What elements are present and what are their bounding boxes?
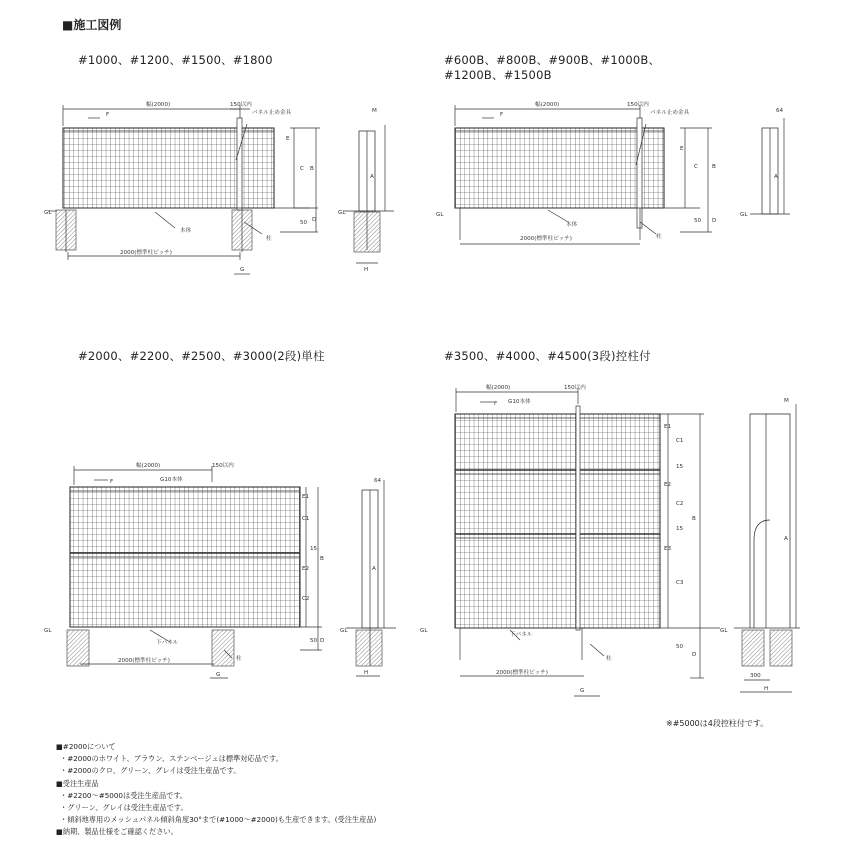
c2-label-3: C2 [302,596,310,602]
f-label-4: F [494,401,498,407]
h-label-1: H [364,267,369,273]
panel-fitting-label-1: パネル止め金具 [252,110,292,116]
gl-label-3: GL [44,628,52,634]
h-label-4: H [764,686,769,692]
page-title: ■施工図例 [62,18,122,32]
e1-label-4: E1 [664,424,672,430]
note-2200-5000: ・#2200～#5000は受注生産品です。 [60,791,188,800]
within150-label-3: 150以内 [212,463,234,469]
section-title-b-fence-line2: #1200B、#1500B [444,68,552,82]
within150-label-4: 150以内 [564,385,586,391]
width-label-3: 幅(2000) [136,463,161,469]
width-label-4: 幅(2000) [486,385,511,391]
diagram-3-tier [455,388,800,696]
f-label-2: F [500,112,504,118]
pitch-label-4: 2000(標準柱ピッチ) [496,670,548,676]
pillar-label-4: 柱 [606,656,612,662]
e1-label-3: E1 [302,494,310,500]
h-label-3: H [364,670,369,676]
d-label-3: D [320,638,325,644]
c1-label-3: C1 [302,516,310,522]
pillar-label-3: 柱 [236,656,242,662]
body-label-1: 本体 [180,228,192,234]
dim50-label-3: 50 [310,638,318,644]
gl-side-label-2: GL [740,212,748,218]
dim64-label-3: 64 [374,478,382,484]
pitch-label-2: 2000(標準柱ピッチ) [520,236,572,242]
lower-panel-label-3: 下パネル [156,640,179,646]
m-label-1: M [372,108,377,114]
note-check-spec: ■納期、製品仕様をご確認ください。 [56,827,178,836]
note-heading-order: ■受注生産品 [56,779,99,788]
dim300-label-4: 300 [750,673,761,679]
c-label-2: C [694,164,698,170]
width-label-2: 幅(2000) [535,102,560,108]
gl-label-4: GL [420,628,428,634]
d-label-2: D [712,218,717,224]
pitch-label-3: 2000(標準柱ピッチ) [118,658,170,664]
pillar-label-1: 柱 [266,236,272,242]
dim64-label-2: 64 [776,108,784,114]
section-title-3-tier: #3500、#4000、#4500(3段)控柱付 [444,349,651,363]
note-2000-order: ・#2000のクロ、グリーン、グレイは受注生産品です。 [60,766,241,775]
dim50-label-1: 50 [300,220,308,226]
b-label-2: B [712,164,716,170]
note-slope-panel: ・傾斜地専用のメッシュパネル傾斜角度30°まで(#1000～#2000)も生産できます。(受注生産品) [60,815,377,824]
b-label-3: B [320,556,324,562]
e3-label-4: E3 [664,546,672,552]
f-label-1: F [106,112,110,118]
dim15-label-3: 15 [310,546,318,552]
section-title-small-fence: #1000、#1200、#1500、#1800 [78,53,273,67]
a-label-2: A [774,174,778,180]
e-label-1: E [286,136,290,142]
g10-body-label-4: G10本体 [508,399,531,405]
within150-label-2: 150以内 [627,102,649,108]
footnote-5000: ※#5000は4段控柱付です。 [666,719,769,728]
note-heading-2000: ■#2000について [56,742,116,751]
diagram-b-fence [455,105,790,244]
dim50-label-4: 50 [676,644,684,650]
gl-side-label-3: GL [340,628,348,634]
a-label-3: A [372,566,376,572]
gl-side-label-4: GL [720,628,728,634]
e-label-2: E [680,146,684,152]
g-label-1: G [240,267,245,273]
c2-label-4: C2 [676,501,684,507]
body-label-2: 本体 [566,222,578,228]
note-green-gray: ・グリーン、グレイは受注生産品です。 [60,803,188,812]
b-label-4: B [692,516,696,522]
gl-label-2: GL [436,212,444,218]
dim15-label-4a: 15 [676,464,684,470]
g-label-3: G [216,672,221,678]
section-title-b-fence-line1: #600B、#800B、#900B、#1000B、 [444,53,661,67]
pillar-label-2: 柱 [656,234,662,240]
f-label-3: F [110,479,114,485]
b-label-1: B [310,166,314,172]
gl-label-1: GL [44,210,52,216]
section-title-2-tier: #2000、#2200、#2500、#3000(2段)単柱 [78,349,325,363]
dim50-label-2: 50 [694,218,702,224]
a-label-4: A [784,536,788,542]
width-label-1: 幅(2000) [146,102,171,108]
d-label-4: D [692,652,697,658]
within150-label-1: 150以内 [230,102,252,108]
note-2000-standard: ・#2000のホワイト、ブラウン、ステンベージュは標準対応品です。 [60,754,283,763]
c-label-1: C [300,166,304,172]
c3-label-4: C3 [676,580,684,586]
pitch-label-1: 2000(標準柱ピッチ) [120,250,172,256]
gl-side-label-1: GL [338,210,346,216]
a-label-1: A [370,174,374,180]
e2-label-4: E2 [664,482,672,488]
g10-body-label-3: G10本体 [160,477,183,483]
m-label-4: M [784,398,789,404]
d-label-1: D [312,217,317,223]
lower-panel-label-4: 下パネル [510,632,533,638]
e2-label-3: E2 [302,566,310,572]
panel-fitting-label-2: パネル止め金具 [650,110,690,116]
diagram-2-tier [67,466,396,678]
g-label-4: G [580,688,585,694]
diagram-small-fence [48,105,394,274]
dim15-label-4b: 15 [676,526,684,532]
c1-label-4: C1 [676,438,684,444]
